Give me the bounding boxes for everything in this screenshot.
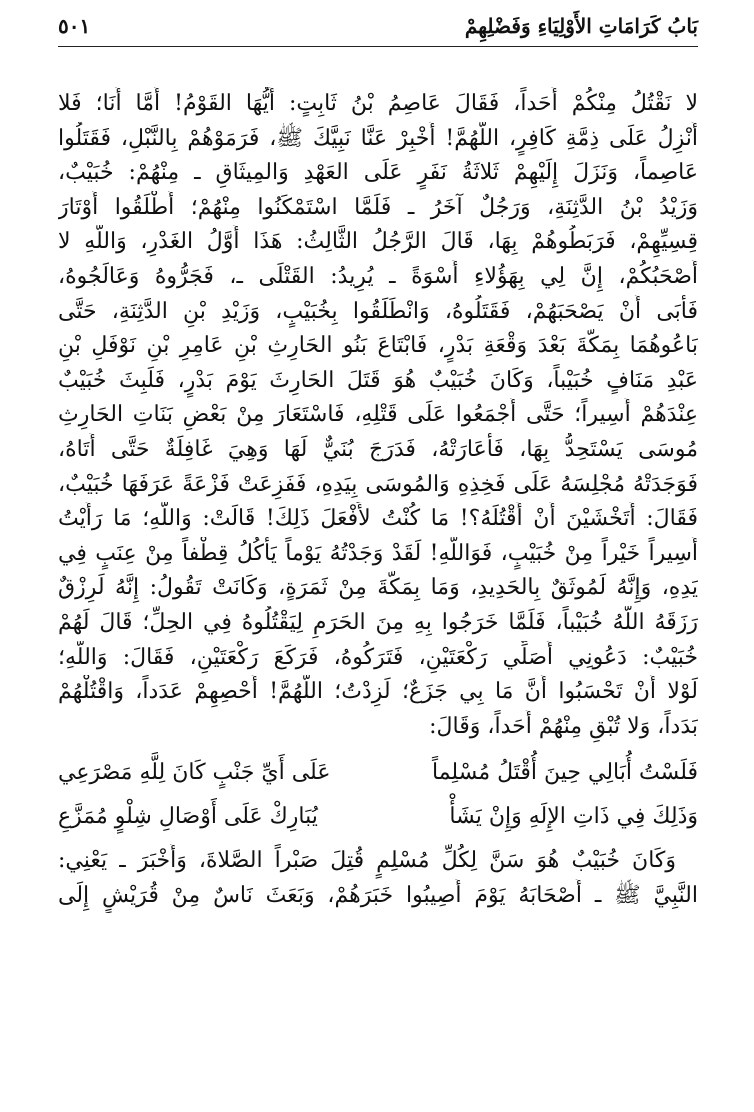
poem-first-hemistich: فَلَسْتُ أُبَالِي حِينَ أُقْتَلُ مُسْلِماً: [431, 759, 698, 785]
text-line: خُبَيْبٌ: دَعُونِي أُصَلِّي رَكْعَتَيْنِ، فَتَرَكُوهُ، فَرَكَعَ رَكْعَتَيْنِ، فَقَالَ: وَاللَّهِ؛: [58, 644, 698, 670]
running-title: بَابُ كَرَامَاتِ الأَوْلِيَاءِ وَفَضْلِهِمْ: [464, 14, 698, 38]
header-rule: [58, 46, 698, 47]
text-line: لَوْلا أَنْ تَحْسَبُوا أَنَّ مَا بِي جَزَعٌ؛ لَزِدْتُ؛ اللَّهُمَّ! أَحْصِهِمْ عَدَداً، وَاقْتُلْهُمْ: [58, 679, 698, 705]
text-line: بَدَداً، وَلا تُبْقِ مِنْهُمْ أَحَداً، وَقَالَ:: [429, 713, 698, 739]
text-line: مُوسَى يَسْتَحِدُّ بِهَا، فَأَعَارَتْهُ، فَدَرَجَ بُنَيٌّ لَهَا وَهِيَ غَافِلَةٌ حَتَّى أَتَاهُ،: [58, 436, 698, 462]
main-paragraph: [58, 87, 698, 744]
text-line: أَصْحَبُكُمْ، إِنَّ لِي بِهَؤُلاءِ أُسْوَةً ـ يُرِيدُ: القَتْلَى ـ، فَجَرُّوهُ وَعَالَجُوهُ،: [58, 263, 698, 289]
poem-second-hemistich: يُبَارِكْ عَلَى أَوْصَالِ شِلْوٍ مُمَزَّعِ: [58, 803, 318, 829]
poem: [58, 750, 698, 838]
poem-verse: [58, 794, 698, 838]
poem-first-hemistich: وَذَلِكَ فِي ذَاتِ الإِلَهِ وَإِنْ يَشَأْ: [449, 803, 698, 829]
text-line: بَاعُوهُمَا بِمَكَّةَ بَعْدَ وَقْعَةِ بَدْرٍ، فَابْتَاعَ بَنُو الحَارِثِ بْنِ عَامِرِ بْنِ نَوْفَلِ بْنِ: [58, 333, 698, 359]
poem-second-hemistich: عَلَى أَيِّ جَنْبٍ كَانَ لِلَّهِ مَصْرَعِي: [58, 759, 331, 785]
text-line: يَدِهِ، وَإِنَّهُ لَمُوثَقٌ بِالحَدِيدِ، وَمَا بِمَكَّةَ مِنْ ثَمَرَةٍ، وَكَانَتْ تَقُولُ: إِنَّهُ لَرِزْقٌ: [58, 575, 698, 601]
text-line: قِسِيِّهِمْ، فَرَبَطُوهُمْ بِهَا، قَالَ الرَّجُلُ الثَّالِثُ: هَذَا أَوَّلُ الغَدْرِ، وَاللَّهِ لا: [58, 229, 698, 255]
text-line: وَكَانَ خُبَيْبٌ هُوَ سَنَّ لِكُلِّ مُسْلِمٍ قُتِلَ صَبْراً الصَّلاةَ، وَأَخْبَرَ ـ يَعْنِي:: [58, 848, 676, 874]
poem-verse: [58, 750, 698, 794]
text-line: رَزَقَهُ اللَّهُ خُبَيْباً، فَلَمَّا خَرَجُوا بِهِ مِنَ الحَرَمِ لِيَقْتُلُوهُ فِي الحِلِّ؛ قَالَ لَهُمْ: [58, 609, 698, 635]
text-line: عَاصِماً، وَنَزَلَ إِلَيْهِمْ ثَلاثَةُ نَفَرٍ عَلَى العَهْدِ وَالمِيثَاقِ ـ مِنْهُمْ: خُبَيْبٌ،: [58, 160, 698, 186]
closing-paragraph: [58, 844, 698, 913]
page-number: ٥٠١: [58, 14, 91, 38]
text-line: فَقَالَ: أَتَخْشَيْنَ أَنْ أَقْتُلَهُ؟! مَا كُنْتُ لأَفْعَلَ ذَلِكَ! قَالَتْ: وَاللَّهِ؛ مَا رَأَيْتُ: [58, 506, 698, 532]
text-line: عَبْدِ مَنَافٍ خُبَيْباً، وَكَانَ خُبَيْبٌ هُوَ قَتَلَ الحَارِثَ يَوْمَ بَدْرٍ، فَلَبِثَ خُبَيْبٌ: [58, 367, 698, 393]
text-line: النَّبِيَّ ﷺ ـ أَصْحَابَهُ يَوْمَ أُصِيبُوا خَبَرَهُمْ، وَبَعَثَ نَاسٌ مِنْ قُرَيْشٍ إِلَى: [58, 882, 698, 908]
page-header: [58, 8, 698, 42]
text-line: عِنْدَهُمْ أَسِيراً؛ حَتَّى أَجْمَعُوا عَلَى قَتْلِهِ، فَاسْتَعَارَ مِنْ بَعْضِ بَنَاتِ الحَارِثِ: [58, 402, 698, 428]
text-line: أَسِيراً خَيْراً مِنْ خُبَيْبٍ، فَوَاللَّهِ! لَقَدْ وَجَدْتُهُ يَوْماً يَأْكُلُ قِطْفاً مِنْ عِنَبٍ فِي: [58, 540, 698, 566]
text-line: فَأَبَى أَنْ يَصْحَبَهُمْ، فَقَتَلُوهُ، وَانْطَلَقُوا بِخُبَيْبٍ، وَزَيْدِ بْنِ الدَّثِنَةِ، حَتَّى: [58, 298, 698, 324]
text-line: أَنْزِلُ عَلَى ذِمَّةِ كَافِرٍ، اللَّهُمَّ! أَخْبِرْ عَنَّا نَبِيَّكَ ﷺ، فَرَمَوْهُمْ بِالنَّبْلِ، فَقَتَلُوا: [58, 125, 698, 151]
text-line: فَوَجَدَتْهُ مُجْلِسَهُ عَلَى فَخِذِهِ وَالمُوسَى بِيَدِهِ، فَفَزِعَتْ فَزْعَةً عَرَفَهَا خُبَيْبٌ،: [58, 471, 698, 497]
text-line: وَزَيْدُ بْنُ الدَّثِنَةِ، وَرَجُلٌ آخَرُ ـ فَلَمَّا اسْتَمْكَنُوا مِنْهُمْ؛ أَطْلَقُوا أَوْتَارَ: [58, 194, 698, 220]
text-line: لا نَقْتُلُ مِنْكُمْ أَحَداً، فَقَالَ عَاصِمُ بْنُ ثَابِتٍ: أَيُّهَا القَوْمُ! أَمَّا أَنَا؛ فَلا: [58, 91, 698, 116]
